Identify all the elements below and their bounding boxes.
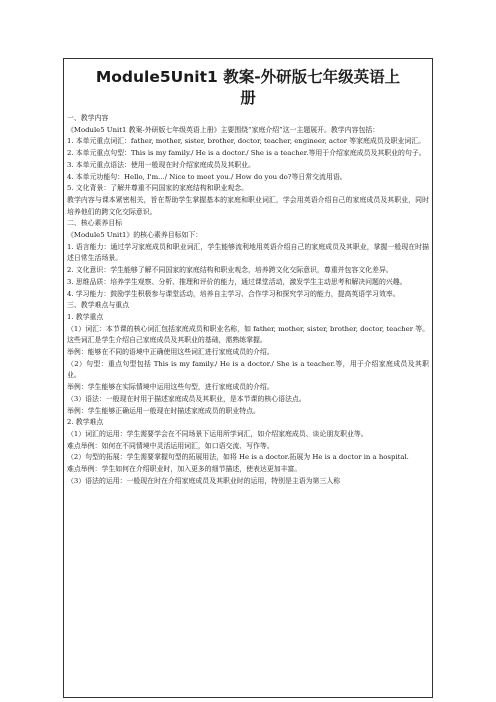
paragraph: （2）句型：重点句型包括 This is my family./ He is a doctor./ She is a teacher.等，用于介绍家庭成员及其职业。 bbox=[67, 359, 429, 380]
example-line: 举例：学生能够在实际情境中运用这些句型，进行家庭成员的介绍。 bbox=[67, 383, 274, 392]
section-heading-focus: 三、教学难点与重点 bbox=[67, 301, 130, 310]
subheading: 2. 教学难点 bbox=[67, 418, 104, 427]
paragraph: （3）语法：一般现在时用于描述家庭成员及其职业，是本节课的核心语法点。 bbox=[67, 394, 306, 403]
title-line-1: Module5Unit1 教案-外研版七年级英语上 bbox=[95, 68, 401, 86]
list-item: 5. 文化背景：了解并尊重不同国家的家庭结构和职业观念。 bbox=[67, 184, 249, 193]
section-heading-content: 一、教学内容 bbox=[67, 114, 109, 122]
list-item: 3. 思维品质：培养学生观察、分析、推理和评价的能力，通过课堂活动，激发学生主动思考和解决问题的兴趣。 bbox=[67, 277, 407, 286]
list-item: 3. 本单元重点语法：使用一般现在时介绍家庭成员及其职业。 bbox=[67, 160, 255, 169]
example-line: 难点举例：学生如何在介绍职业时，加入更多的细节描述，使表达更加丰富。 bbox=[67, 465, 302, 474]
paragraph: 《Module5 Unit1 教案-外研版七年级英语上册》主要围绕“家庭介绍”这一主题展开。教学内容包括： bbox=[67, 125, 380, 134]
list-item: 1. 本单元重点词汇：father, mother, sister, brother, doctor, teacher, engineer, actor 等家庭成员及职业词汇。 bbox=[67, 137, 426, 146]
example-line: 举例：学生能够正确运用一般现在时描述家庭成员的职业特点。 bbox=[67, 406, 260, 415]
paragraph: （3）语法的运用：一般现在时在介绍家庭成员及其职业时的运用，特别是主语为第三人称 bbox=[67, 476, 341, 485]
paragraph: （1）词汇：本节课的核心词汇包括家庭成员和职业名称，如 father, mother, sister, brother, doctor, teacher 等。这些词汇是学生介绍自己家庭成员及其职业的基础，需熟练掌握。 bbox=[67, 324, 429, 345]
list-item: 4. 学习能力：鼓励学生积极参与课堂活动，培养自主学习、合作学习和探究学习的能力，提高英语学习效率。 bbox=[67, 289, 400, 298]
section-heading-goals: 二、核心素养目标 bbox=[67, 219, 123, 228]
paragraph: （2）句型的拓展：学生需要掌握句型的拓展用法，如将 He is a doctor.拓展为 He is a doctor in a hospital. bbox=[67, 453, 409, 462]
example-line: 难点举例：如何在不同情境中灵活运用词汇，如口语交流、写作等。 bbox=[67, 441, 274, 450]
list-item: 4. 本单元功能句：Hello, I'm.../ Nice to meet you./ How do you do?等日常交流用语。 bbox=[67, 172, 347, 181]
title-line-2: 册 bbox=[240, 89, 256, 107]
paragraph: （1）词汇的运用：学生需要学会在不同场景下运用所学词汇，如介绍家庭成员、谈论朋友职业等。 bbox=[67, 429, 368, 438]
list-item: 1. 语言能力：通过学习家庭成员和职业词汇，学生能够流利地用英语介绍自己的家庭成员及其职业，掌握一般现在时描述日常生活场景。 bbox=[67, 242, 429, 263]
example-line: 举例：能够在不同的语境中正确使用这些词汇进行家庭成员的介绍。 bbox=[67, 348, 274, 357]
document-body bbox=[64, 113, 432, 488]
document-page bbox=[63, 58, 433, 698]
list-item: 2. 文化意识：学生能够了解不同国家的家庭结构和职业观念，培养跨文化交际意识，尊重并包容文化差异。 bbox=[67, 266, 393, 275]
subheading: 1. 教学重点 bbox=[67, 312, 104, 321]
list-item: 2. 本单元重点句型：This is my family./ He is a doctor./ She is a teacher.等用于介绍家庭成员及其职业的句子。 bbox=[67, 149, 426, 158]
document-title bbox=[64, 59, 432, 113]
paragraph: 教学内容与课本紧密相关，旨在帮助学生掌握基本的家庭和职业词汇，学会用英语介绍自己的家庭成员及其职业，同时培养他们的跨文化交际意识。 bbox=[67, 195, 429, 216]
paragraph: 《Module5 Unit1》的核心素养目标如下： bbox=[67, 231, 203, 240]
